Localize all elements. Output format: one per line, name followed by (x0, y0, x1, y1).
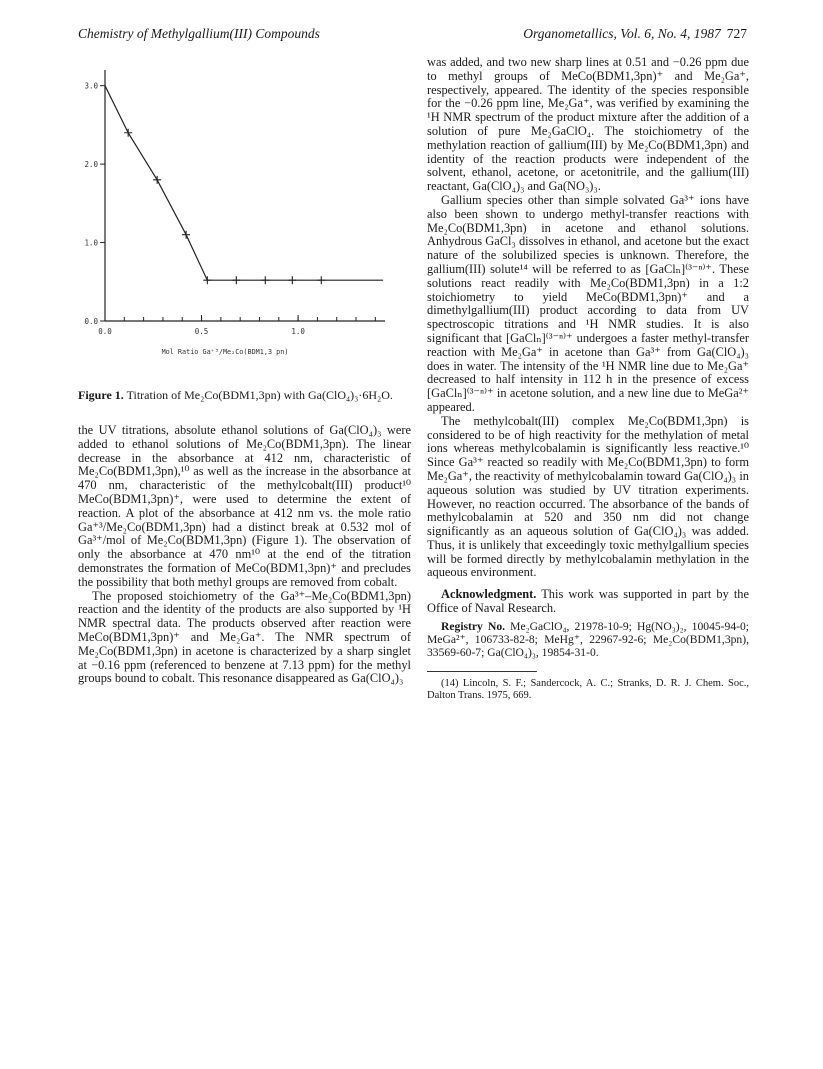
journal-citation (523, 26, 747, 42)
series-line (105, 86, 383, 281)
data-point-marker (203, 276, 211, 284)
y-tick-label: 3.0 (84, 81, 98, 91)
x-tick-label: 0.5 (194, 327, 209, 336)
running-header (78, 26, 747, 46)
running-title: Chemistry of Methylgallium(III) Compounds (78, 26, 320, 41)
body-paragraph: The proposed stoichiometry of the Ga³⁺–Me₂Co(BDM1,3pn) reaction and the identity of the products are also supported by ¹H NMR spectral data. The products observed after reaction were MeCo(BDM1,3pn)⁺ and Me₂Ga⁺. The NMR spectrum of Me₂Co(BDM1,3pn) in acetone is characterized by a sharp singlet at −0.16 ppm (referenced to benzene at 7.13 ppm) for the methyl groups bound to cobalt. This resonance disappeared as Ga(ClO₄)₃ (78, 588, 411, 686)
registry-label: Registry No. (441, 619, 506, 633)
registry-numbers (427, 620, 749, 659)
right-text-column (427, 56, 749, 702)
acknowledgment-text: This work was supported in part by the Office of Naval Research. (427, 587, 750, 616)
x-tick-label: 1.0 (291, 327, 305, 336)
reference-14: (14) Lincoln, S. F.; Sandercock, A. C.; Stranks, D. R. J. Chem. Soc., Dalton Trans. 1975, 669. (427, 677, 749, 701)
figure-caption-text: Titration of Me₂Co(BDM1,3pn) with Ga(ClO₄)₃·6H₂O. (126, 388, 393, 402)
y-tick-label: 1.0 (84, 238, 98, 248)
body-paragraph: The methylcobalt(III) complex Me₂Co(BDM1,3pn) is considered to be of high reactivity for the methylation of metal ions whereas methylcobalamin is significantly less reactive.¹⁰ Since Ga³⁺ reacted so readily with Me₂Co(BDM1,3pn) to form Me₂Ga⁺, the reactivity of methylcobalamin toward Ga(ClO₄)₃ in aqueous solution was studied by UV titration experiments. However, no reaction occurred. The absorbance of the bands of methylcobalamin at 520 and 350 nm did not change significantly as an aqueous solution of Ga(ClO₄)₃ was added. Thus, it is unlikely that exceedingly toxic methylgallium species will be formed directly by methylcobalamin methylation in the aqueous environment. (427, 413, 749, 580)
data-point-marker (317, 276, 325, 284)
acknowledgment (427, 588, 749, 616)
y-tick-label: 2.0 (84, 160, 98, 170)
body-paragraph: was added, and two new sharp lines at 0.51 and −0.26 ppm due to methyl groups of MeCo(BDM1,3pn)⁺ and Me₂Ga⁺, respectively, appeared. The identity of the species responsible for the −0.26 ppm line, Me₂Ga⁺, was verified by examining the ¹H NMR spectrum of the product mixture after the addition of a solution of pure Me₂GaClO₄. The stoichiometry of the methylation reaction of gallium(III) by Me₂Co(BDM1,3pn) and identity of the reaction products were independent of the solvent, ethanol, acetone, or acetonitrile, and the gallium(III) reactant, Ga(ClO₄)₃ and Ga(NO₃)₃. (427, 55, 749, 194)
x-axis-label: Mol Ratio Ga⁺³/Me₂Co(BDM1,3 pn) (161, 348, 289, 356)
body-paragraph: Gallium species other than simple solvated Ga³⁺ ions have also been shown to undergo methyl-transfer reactions with Me₂Co(BDM1,3pn) in acetone and ethanol solutions. Anhydrous GaCl₃ dissolves in ethanol, and acetone but the exact nature of the solubilized species is unknown. Therefore, the gallium(III) solute¹⁴ will be referred to as [GaClₙ]⁽³⁻ⁿ⁾⁺. These solutions react readily with Me₂Co(BDM1,3pn) in a 1:2 stoichiometry to yield MeCo(BDM1,3pn)⁺ and a dimethylgallium(III) product according to data from UV spectroscopic titrations and ¹H NMR studies. It is also significant that [GaClₙ]⁽³⁻ⁿ⁾⁺ undergoes a faster methyl-transfer reaction with Me₂Ga⁺ in acetone than Ga³⁺ from Ga(ClO₄)₃ does in water. The intensity of the ¹H NMR line due to Me₂Ga⁺ decreased to half intensity in 112 h in the presence of excess [GaClₙ]⁽³⁻ⁿ⁾⁺ in acetone solution, and a new line due to MeGa²⁺ appeared. (427, 192, 749, 414)
figure-1 (78, 56, 408, 408)
body-paragraph: the UV titrations, absolute ethanol solutions of Ga(ClO₄)₃ were added to ethanol solutions of Me₂Co(BDM1,3pn). The linear decrease in the absorbance at 412 nm, characteristic of Me₂Co(BDM1,3pn),¹⁰ as well as the increase in the absorbance at 470 nm, characteristic of the methylcobalt(III) product¹⁰ MeCo(BDM1,3pn)⁺, were used to determine the extent of reaction. A plot of the absorbance at 412 nm vs. the mole ratio Ga⁺³/Me₂Co(BDM1,3pn) had a distinct break at 0.532 mol of Ga³⁺/mol of Me₂Co(BDM1,3pn) (Figure 1). The observation of only the absorbance at 470 nm¹⁰ at the end of the titration demonstrates the formation of MeCo(BDM1,3pn)⁺ and precludes the possibility that both methyl groups are removed from cobalt. (78, 423, 411, 589)
journal-name: Organometallics, Vol. 6, No. 4, 1987 (523, 26, 721, 41)
figure-caption-label: Figure 1. (78, 388, 124, 402)
data-point-marker (153, 176, 161, 184)
data-point-marker (288, 276, 296, 284)
page-number: 727 (726, 26, 747, 41)
data-point-marker (182, 231, 190, 239)
acknowledgment-label: Acknowledgment. (441, 587, 537, 602)
data-point-marker (261, 276, 269, 284)
titration-chart (78, 56, 408, 386)
x-tick-label: 0.0 (98, 327, 112, 336)
figure-caption (78, 388, 408, 403)
registry-text: Me₂GaClO₄, 21978-10-9; Hg(NO₃)₂, 10045-94-0; MeGa²⁺, 106733-82-8; MeHg⁺, 22967-92-6; Me₂Co(BDM1,3pn), 33569-60-7; Ga(ClO₄)₃, 19854-31-0. (427, 619, 749, 659)
data-point-marker (232, 276, 240, 284)
footnote-rule (427, 671, 537, 672)
data-point-marker (124, 129, 132, 137)
left-text-column (78, 424, 411, 686)
y-tick-label: 0.0 (84, 317, 98, 326)
